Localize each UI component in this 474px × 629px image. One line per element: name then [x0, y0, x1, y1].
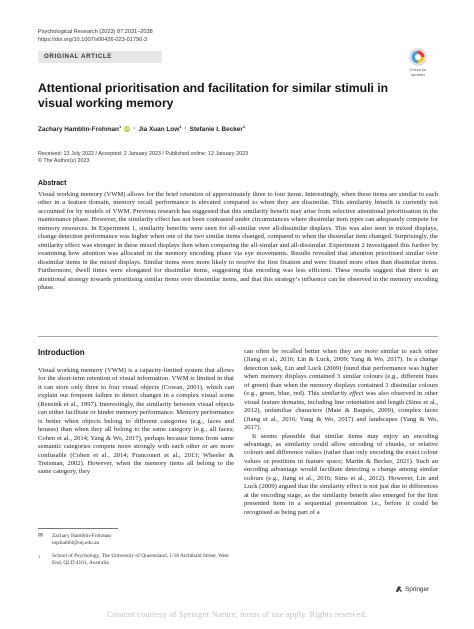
- publication-dates: [38, 151, 248, 165]
- abstract-heading: Abstract: [38, 180, 67, 187]
- footnote-divider: [38, 528, 118, 529]
- affiliation-text: School of Psychology, The University of Queensland, 1/18 Archibald Street, West End, QLD 4101, Australia: [52, 553, 229, 566]
- copyright-line: © The Author(s) 2023: [38, 158, 90, 164]
- author-name[interactable]: Stefanie I. Becker$^1$: [189, 124, 246, 134]
- envelope-icon: ✉: [38, 533, 44, 539]
- crossmark-badge[interactable]: [398, 48, 438, 78]
- orcid-icon[interactable]: iD: [125, 125, 130, 131]
- corresponding-author-footnote: [38, 533, 228, 547]
- crossmark-label: [398, 68, 438, 77]
- paper-title: Attentional prioritisation and facilitation for similar stimuli in visual working memory: [38, 81, 389, 110]
- introduction-heading: Introduction: [38, 348, 85, 357]
- publisher-name: Springer: [405, 585, 430, 593]
- section-divider: [38, 336, 438, 337]
- courtesy-watermark: Content courtesy of Springer Nature, terms of use apply. Rights reserved.: [106, 610, 368, 619]
- author-separator: ·: [133, 125, 136, 133]
- introduction-left-column: Visual working memory (VWM) is a capacity-limited system that allows for the short-term retention of visual information. VWM is limited in that it can store only three to four visual objects (Cowan, 2001), which can explain our frequent failure to detect changes in a complex visual scene (Rensink et al., 1997). Interestingly, the similarity between visual objects can either facilitate or hinder memory performance. Memory performance is better when objects belong to different categories (e.g., faces and houses) than when they all belong to the same category (e.g., all faces; Cohen et al., 2014; Yang & Wo, 2017), perhaps because items from same semantic categories compete more strongly with each other or are more confusable (Cohen et al., 2014; Franconeri et al., 2013; Wheeler & Treisman, 2002). However, when the memory items all belong to the same category, they: [38, 367, 234, 476]
- author-name[interactable]: Zachary Hamblin-Frohman$^1$: [38, 124, 122, 134]
- crossmark-icon: [409, 48, 427, 68]
- history-dates: Received: 13 July 2022 / Accepted: 2 January 2023 / Published online: 12 January 2023: [38, 151, 249, 157]
- email-link[interactable]: uqzhambl@uq.edu.au: [52, 540, 100, 546]
- paragraph: can often be recalled better when they are more similar to each other (Jiang et al., 2016; Lin & Luck, 2009; Yang & Wo, 2017). In a change detection task, Lin and Luck (2009) found that performance was higher when memory displays contained 3 similar colours (e.g., different hues of green) than when the memory displays contained 3 dissimilar colours (e.g., green, blue, red). This similarity effect was also observed in other visual feature domains, including line orientation and length (Sims et al., 2012), unfamiliar characters (Mate & Baqués, 2009), complex faces (Jiang et al., 2016; Yang & Wo, 2017) and landscapes (Yang & Wo, 2017).: [244, 348, 439, 432]
- crossmark-label-line2: updates: [410, 71, 426, 77]
- springer-horse-icon: [395, 585, 403, 593]
- journal-citation-line: Psychological Research (2023) 87:2031–2038: [38, 29, 153, 35]
- affiliation-footnote: [38, 553, 234, 567]
- author-list: [38, 124, 245, 133]
- springer-logo: [395, 585, 429, 593]
- paragraph: It seems plausible that similar items may enjoy an encoding advantage, as similarity could allow encoding of chunks, or relative colours and difference values (rather than only encoding the exact colour values or positions in feature space; Martin & Becker, 2021). Such an encoding advantage would facilitate detecting a change among similar colours (e.g., Jiang et al., 2016; Sims et al., 2012). However, Lin and Luck (2009) argued that the similarity effect is not just due to differences at the encoding stage, as the similarity benefit also emerged for the first presented item in a sequential presentation i.e., before it could be recognised as being part of a: [244, 432, 438, 516]
- corresponding-author-name: Zachary Hamblin-Frohman: [52, 533, 112, 539]
- author-separator: ·: [184, 125, 187, 133]
- crossmark-label-line1: Check for: [409, 67, 427, 72]
- article-type: ORIGINAL ARTICLE: [44, 53, 113, 60]
- abstract-text: Visual working memory (VWM) allows for the brief retention of approximately three to four items. Interestingly, when these items are similar to each other in a feature domain, memory recall performance is elevated compared to when they are dissimilar. This similarity benefit is currently not accounted for by models of VWM. Previous research has suggested that this similarity benefit may arise from selective attentional prioritisation in the maintenance phase. However, the similarity effect has not been contrasted under circumstances where dissimilar item types can adequately compete for memory resources. In Experiment 1, similarity benefits were seen for all-similar over all-dissimilar displays. This was also seen in mixed displays, change detection performance was higher when one of the two similar items changed, compared to when the dissimilar item changed. Surprisingly, the similarity effect was stronger in these mixed displays then when comparing the all-similar and all-dissimilar. Experiment 2 investigated this further by examining how attention was allocated in the memory encoding phase via eye movements. Results revealed that attention prioritised similar over dissimilar items in the mixed displays. Similar items were more likely to receive the first fixation and were fixated more often than dissimilar items. Furthermore, dwell times were elongated for dissimilar items, suggesting that encoding was less efficient. These results suggest that there is an attentional strategy towards prioritising similar items over dissimilar items, and that this strategy’s influence can be observed in the memory encoding phase.: [38, 191, 438, 291]
- doi-link[interactable]: https://doi.org/10.1007/s00426-023-01790-3: [38, 37, 148, 43]
- affiliation-number: 1: [38, 554, 41, 559]
- author-name[interactable]: Jia Xuan Low$^1$: [138, 124, 182, 134]
- introduction-right-column: [244, 348, 438, 517]
- journal-citation: [38, 28, 153, 44]
